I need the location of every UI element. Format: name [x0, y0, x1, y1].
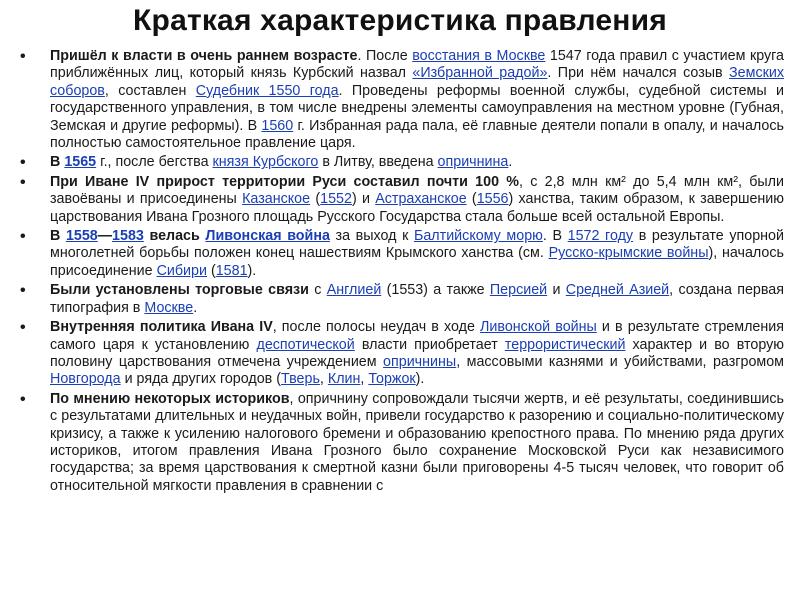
text-run: за выход к [329, 228, 414, 245]
wiki-link[interactable]: 1583 [112, 228, 144, 245]
text-run: . Проведены реформы военной службы, судебной системы и государственного управления, в том числе внедрены элементы самоуправления на местном уровне (Губная, Земская и другие реформы). В [50, 82, 784, 134]
wiki-link[interactable]: Тверь [281, 371, 320, 388]
text-run: и в результате стремления самого царя к установлению [50, 319, 784, 353]
text-run: , [360, 371, 369, 388]
text-run: , опричнину сопровождали тысячи жертв, и её результаты, соединившись с результатами длительных и неудачных войн, привели государство к разорению и социально-политическому кризису, а также к усилению налогового бремени и образованию крепостного права. По мнению ряда других историков, итогом правления Ивана Грозного было сохранение Московской Руси как независимого государства; за время царствования к смертной казни были приговорены 4-5 тысяч человек, что говорит об относительной мягкости правления в сравнении с [50, 390, 784, 494]
bullet-item [14, 228, 784, 280]
text-run: ( [466, 191, 477, 208]
text-run: в результате упорной многолетней борьбы положен конец нашествиям Крымского ханства (см. [50, 228, 784, 262]
bullet-list [14, 48, 784, 497]
wiki-link[interactable]: Англией [326, 282, 382, 299]
text-run: ) ханства, таким образом, к завершению царствования Ивана Грозного площадь Русского Государства стала больше всей остальной Европы. [50, 191, 785, 225]
bold-text: Пришёл к власти в очень раннем возрасте [50, 48, 358, 64]
text-run: , с 2,8 млн км² до 5,4 млн км², были завоёваны и присоединены [50, 173, 784, 208]
bold-text: При Иване IV прирост территории Руси составил почти 100 % [50, 173, 520, 190]
wiki-link[interactable]: Средней Азией [565, 282, 670, 299]
wiki-link[interactable]: террористический [504, 336, 626, 353]
wiki-link[interactable]: Балтийскому морю [413, 228, 543, 245]
bold-text: По мнению некоторых историков [50, 390, 290, 407]
bullet-item [14, 391, 784, 495]
text-run: , массовыми казнями и убийствами, разгромом [456, 353, 784, 370]
wiki-link[interactable]: Казанское [242, 191, 311, 208]
text-run: . После [357, 48, 413, 64]
bold-text: В [50, 228, 66, 245]
text-run: (1553) а также [381, 282, 490, 299]
text-run: и [547, 282, 566, 299]
wiki-link[interactable]: 1581 [215, 262, 248, 279]
wiki-link[interactable]: Клин [327, 371, 361, 388]
bullet-item [14, 174, 784, 226]
slide-title: Краткая характеристика правления [133, 4, 667, 37]
wiki-link[interactable]: «Избранной радой» [412, 65, 548, 82]
text-run: и ряда других городов ( [120, 371, 282, 388]
wiki-link[interactable]: опричнина [437, 154, 509, 171]
bullet-item [14, 282, 784, 317]
text-run: 1547 года правил с участием круга приближённых лиц, который князь Курбский назвал [50, 48, 784, 82]
text-run: г., после бегства [96, 154, 213, 171]
wiki-link[interactable]: Сибири [156, 262, 207, 279]
text-run: ( [207, 262, 216, 279]
text-run: ). [247, 262, 257, 279]
bullet-item [14, 154, 784, 171]
text-run: в Литву, введена [318, 154, 438, 171]
text-run: с [308, 282, 327, 299]
wiki-link[interactable]: 1572 году [567, 228, 634, 245]
wiki-link[interactable]: Судебник 1550 года [195, 82, 339, 99]
text-run: ), началось присоединение [50, 245, 784, 279]
bold-text: велась [143, 228, 206, 245]
bold-text: Были установлены торговые связи [50, 282, 309, 299]
bullet-item [14, 48, 784, 152]
text-run: г. Избранная рада пала, её главные деятели попали в опалу, и началось полностью самостоятельное правление царя. [50, 117, 784, 152]
wiki-link[interactable]: Москве [144, 299, 194, 316]
wiki-link[interactable]: Астраханское [375, 191, 467, 208]
text-run: . [508, 154, 513, 171]
text-run: . В [542, 228, 568, 245]
wiki-link[interactable]: 1558 [65, 228, 98, 245]
wiki-link[interactable]: 1552 [320, 191, 352, 208]
bullet-item [14, 319, 784, 389]
text-run: власти приобретает [354, 336, 505, 353]
text-run: . При нём начался созыв [547, 65, 730, 82]
text-run: характер и во вторую половину царствования отмечена учреждением [50, 336, 784, 370]
wiki-link[interactable]: восстания в Москве [412, 48, 546, 64]
wiki-link[interactable]: 1560 [261, 117, 294, 134]
wiki-link[interactable]: Ливонская война [205, 228, 330, 245]
wiki-link[interactable]: Персией [489, 282, 548, 299]
bold-text: — [97, 228, 113, 245]
wiki-link[interactable]: князя Курбского [212, 154, 319, 171]
text-run: , [319, 371, 328, 388]
wiki-link[interactable]: деспотической [256, 336, 355, 353]
text-run: ) и [351, 191, 376, 208]
wiki-link[interactable]: Новгорода [50, 371, 121, 388]
wiki-link[interactable]: Земских соборов [50, 65, 785, 99]
wiki-link[interactable]: Торжок [368, 371, 416, 388]
bold-text: Внутренняя политика Ивана IV [50, 319, 273, 336]
text-run: ). [415, 371, 425, 388]
text-run: , составлен [104, 82, 196, 99]
text-run: ( [310, 191, 321, 208]
text-run: , создана первая типография в [50, 282, 784, 316]
text-run: . [193, 299, 198, 316]
wiki-link[interactable]: 1565 [64, 154, 97, 171]
wiki-link[interactable]: Ливонской войны [480, 319, 597, 336]
wiki-link[interactable]: Русско-крымские войны [548, 245, 709, 262]
bold-text: В [50, 154, 65, 171]
text-run: , после полосы неудач в ходе [272, 319, 481, 336]
wiki-link[interactable]: опричнины [383, 353, 457, 370]
wiki-link[interactable]: 1556 [476, 191, 509, 208]
